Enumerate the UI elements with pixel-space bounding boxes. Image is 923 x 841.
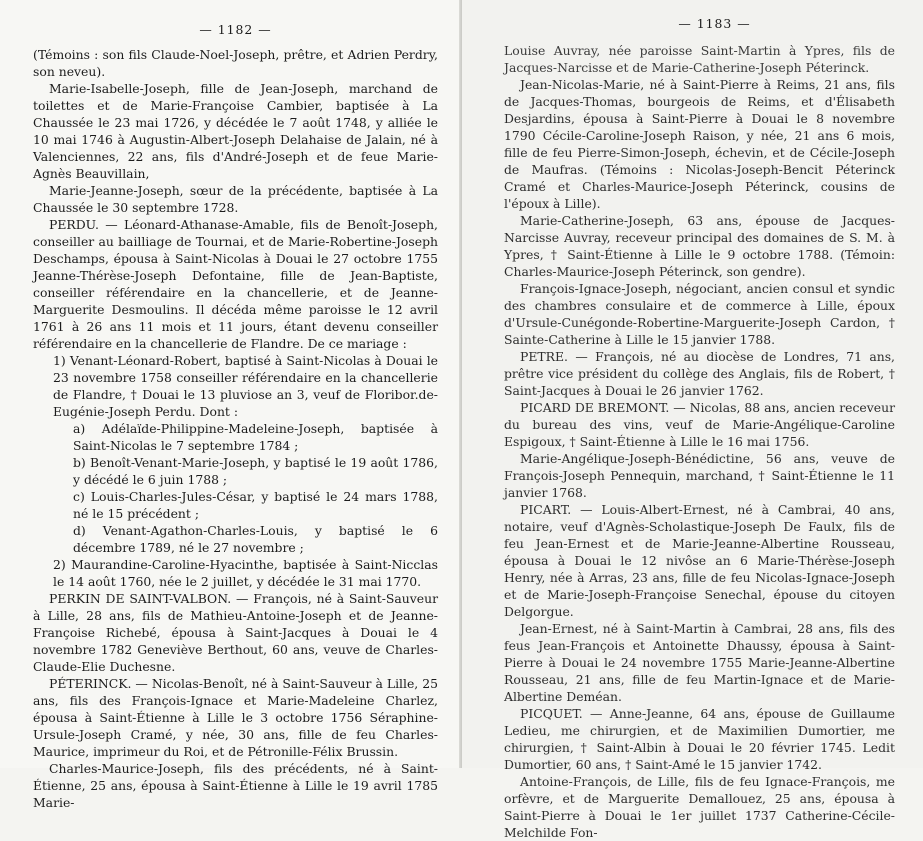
page-number-left: — 1182 — bbox=[199, 22, 272, 37]
paragraph: b) Benoît-Venant-Marie-Joseph, y baptisé le 19 août 1786, y décédé le 6 juin 1788 ; bbox=[73, 455, 438, 487]
paragraph: Antoine-François, de Lille, fils de feu Ignace-François, me orfèvre, et de Marguerite Demallouez, 25 ans, épousa à Saint-Pierre à Douai le 1er juillet 1737 Catherine-Cécile-Melchilde Fon- bbox=[504, 774, 895, 840]
left-page bbox=[0, 0, 462, 810]
paragraph: PERDU. — Léonard-Athanase-Amable, fils de Benoît-Joseph, conseiller au bailliage de Tournai, et de Marie-Robertine-Joseph Deschamps, épousa à Saint-Nicolas à Douai le 27 octobre 1755 Jeanne-Thérèse-Joseph Defontaine, fille de Jean-Baptiste, conseiller référendaire en la chancellerie, et de Jeanne-Marguerite Desmoulins. Il décéda même paroisse le 12 avril 1761 à 26 ans 11 mois et 11 jours, étant devenu conseiller référendaire en la chancellerie de Flandre. De ce mariage : bbox=[33, 217, 438, 351]
paragraph: PICARD DE BREMONT. — Nicolas, 88 ans, ancien receveur du bureau des vins, veuf de Marie-Angélique-Caroline Espigoux, † Saint-Étienne à Lille le 16 mai 1756. bbox=[504, 400, 895, 449]
paragraph: PICART. — Louis-Albert-Ernest, né à Cambrai, 40 ans, notaire, veuf d'Agnès-Scholastique-Joseph De Faulx, fils de feu Jean-Ernest et de Marie-Jeanne-Albertine Rousseau, épousa à Douai le 12 nivôse an 6 Marie-Thérèse-Joseph Henry, née à Arras, 23 ans, fille de feu Nicolas-Ignace-Joseph et de Marie-Joseph-Françoise Senechal, épouse du citoyen Delgorgue. bbox=[504, 502, 895, 619]
paragraph: (Témoins : son fils Claude-Noel-Joseph, prêtre, et Adrien Perdry, son neveu). bbox=[33, 47, 438, 79]
paragraph: PETRE. — François, né au diocèse de Londres, 71 ans, prêtre vice président du collège des Anglais, fils de Robert, † Saint-Jacques à Douai le 26 janvier 1762. bbox=[504, 349, 895, 398]
paragraph: Marie-Jeanne-Joseph, sœur de la précédente, baptisée à La Chaussée le 30 septembre 1728. bbox=[33, 183, 438, 215]
paragraph: Jean-Ernest, né à Saint-Martin à Cambrai, 28 ans, fils des feus Jean-François et Antoinette Dhaussy, épousa à Saint-Pierre à Douai le 24 novembre 1755 Marie-Jeanne-Albertine Rousseau, 21 ans, fille de feu Martin-Ignace et de Marie-Albertine Deméan. bbox=[504, 621, 895, 704]
paragraph: PÉTERINCK. — Nicolas-Benoît, né à Saint-Sauveur à Lille, 25 ans, fils des François-Ignace et Marie-Madeleine Charlez, épousa à Saint-Étienne à Lille le 3 octobre 1756 Séraphine-Ursule-Joseph Cramé, y née, 30 ans, fille de feu Charles-Maurice, imprimeur du Roi, et de Pétronille-Félix Brussin. bbox=[33, 676, 438, 759]
paragraph: Jean-Nicolas-Marie, né à Saint-Pierre à Reims, 21 ans, fils de Jacques-Thomas, bourgeois de Reims, et d'Élisabeth Desjardins, épousa à Saint-Pierre à Douai le 8 novembre 1790 Cécile-Caroline-Joseph Raison, y née, 21 ans 6 mois, fille de feu Pierre-Simon-Joseph, échevin, et de Cécile-Joseph de Maufras. (Témoins : Nicolas-Joseph-Bencit Péterinck Cramé et Charles-Maurice-Joseph Péterinck, cousins de l'époux à Lille). bbox=[504, 77, 895, 211]
right-page bbox=[462, 0, 923, 840]
paragraph: Marie-Catherine-Joseph, 63 ans, épouse de Jacques-Narcisse Auvray, receveur principal des domaines de S. M. à Ypres, † Saint-Étienne à Lille le 9 octobre 1788. (Témoin: Charles-Maurice-Joseph Péterinck, son gendre). bbox=[504, 213, 895, 279]
paragraph: PICQUET. — Anne-Jeanne, 64 ans, épouse de Guillaume Ledieu, me chirurgien, et de Maximilien Dumortier, me chirurgien, † Saint-Albin à Douai le 20 février 1745. Ledit Dumortier, 60 ans, † Saint-Amé le 15 janvier 1742. bbox=[504, 706, 895, 772]
paragraph: 2) Maurandine-Caroline-Hyacinthe, baptisée à Saint-Nicclas le 14 août 1760, née le 2 juillet, y décédée le 31 mai 1770. bbox=[53, 557, 438, 589]
paragraph: François-Ignace-Joseph, négociant, ancien consul et syndic des chambres consulaire et de commerce à Lille, époux d'Ursule-Cunégonde-Robertine-Marguerite-Joseph Cardon, † Sainte-Catherine à Lille le 15 janvier 1788. bbox=[504, 281, 895, 347]
paragraph: PERKIN DE SAINT-VALBON. — François, né à Saint-Sauveur à Lille, 28 ans, fils de Mathieu-Antoine-Joseph et de Jeanne-Françoise Richebé, épousa à Saint-Jacques à Douai le 4 novembre 1782 Geneviève Berthout, 60 ans, veuve de Charles-Claude-Elie Duchesne. bbox=[33, 591, 438, 674]
page-number-right: — 1183 — bbox=[678, 16, 751, 31]
paragraph: 1) Venant-Léonard-Robert, baptisé à Saint-Nicolas à Douai le 23 novembre 1758 conseiller référendaire en la chancellerie de Flandre, † Douai le 13 pluviose an 3, veuf de Floribor.de-Eugénie-Joseph Perdu. Dont : bbox=[53, 353, 438, 419]
paragraph: d) Venant-Agathon-Charles-Louis, y baptisé le 6 décembre 1789, né le 27 novembre ; bbox=[73, 523, 438, 555]
paragraph: c) Louis-Charles-Jules-César, y baptisé le 24 mars 1788, né le 15 précédent ; bbox=[73, 489, 438, 521]
paragraph: Marie-Angélique-Joseph-Bénédictine, 56 ans, veuve de François-Joseph Pennequin, marchand, † Saint-Étienne le 11 janvier 1768. bbox=[504, 451, 895, 500]
paragraph: Charles-Maurice-Joseph, fils des précédents, né à Saint-Étienne, 25 ans, épousa à Saint-Étienne à Lille le 19 avril 1785 Marie- bbox=[33, 761, 438, 810]
paragraph: Marie-Isabelle-Joseph, fille de Jean-Joseph, marchand de toilettes et de Marie-Françoise Cambier, baptisée à La Chaussée le 23 mai 1726, y décédée le 7 août 1748, y alliée le 10 mai 1746 à Augustin-Albert-Joseph Delahaise de Jalain, né à Valenciennes, 22 ans, fils d'André-Joseph et de feue Marie-Agnès Beauvillain, bbox=[33, 81, 438, 181]
paragraph: Louise Auvray, née paroisse Saint-Martin à Ypres, fils de Jacques-Narcisse et de Marie-Catherine-Joseph Péterinck. bbox=[504, 43, 895, 75]
paragraph: a) Adélaïde-Philippine-Madeleine-Joseph, baptisée à Saint-Nicolas le 7 septembre 1784 ; bbox=[73, 421, 438, 453]
